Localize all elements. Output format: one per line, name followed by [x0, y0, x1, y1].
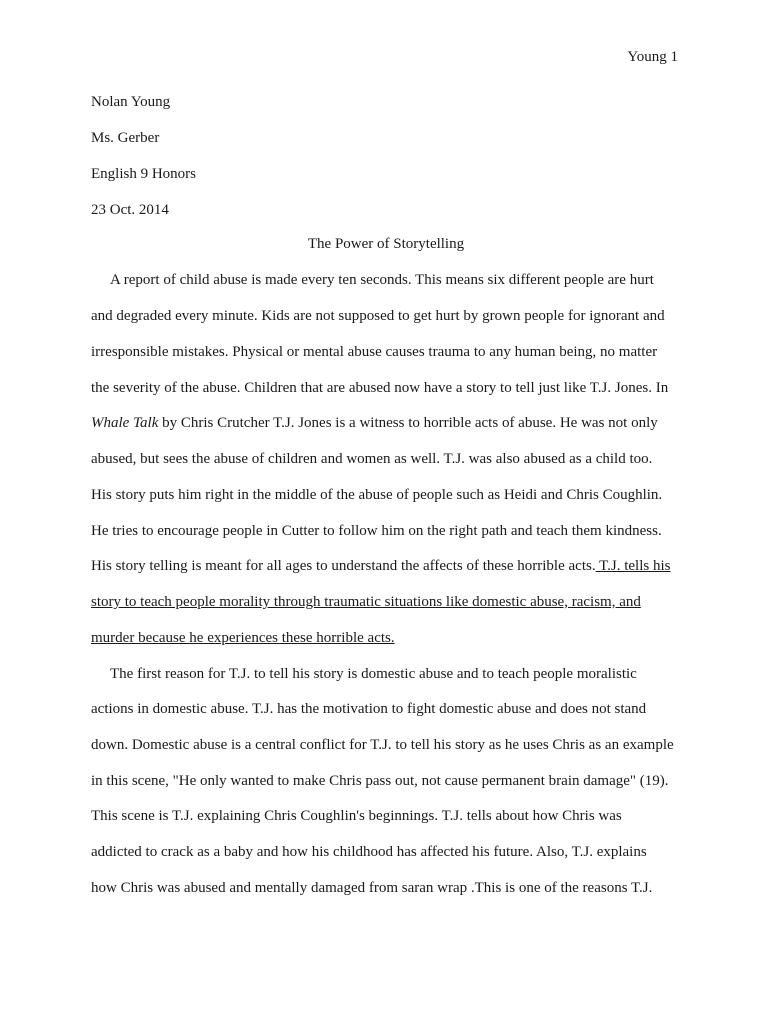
body-line: A report of child abuse is made every ten seconds. This means six different people are hurt	[110, 272, 654, 288]
body-line: The first reason for T.J. to tell his story is domestic abuse and to teach people moralistic	[110, 666, 637, 682]
running-head: Young 1	[627, 49, 678, 65]
body-line: This scene is T.J. explaining Chris Coughlin's beginnings. T.J. tells about how Chris was	[91, 808, 622, 824]
thesis-statement: story to teach people morality through traumatic situations like domestic abuse, racism, and	[91, 594, 641, 610]
body-line: He tries to encourage people in Cutter to follow him on the right path and teach them kindness.	[91, 523, 662, 539]
essay-title: The Power of Storytelling	[307, 236, 465, 252]
essay-date: 23 Oct. 2014	[91, 202, 169, 218]
course-name: English 9 Honors	[91, 166, 196, 182]
body-line: actions in domestic abuse. T.J. has the motivation to fight domestic abuse and does not stand	[91, 701, 647, 717]
body-line: the severity of the abuse. Children that are abused now have a story to tell just like T.J. Jones. In	[91, 380, 669, 396]
body-line	[91, 413, 658, 433]
body-line: irresponsible mistakes. Physical or mental abuse causes trauma to any human being, no matter	[91, 344, 658, 360]
body-line: and degraded every minute. Kids are not supposed to get hurt by grown people for ignorant and	[91, 308, 665, 324]
body-text: His story telling is meant for all ages to understand the affects of these horrible acts.	[91, 558, 596, 574]
thesis-statement: T.J. tells his	[595, 558, 671, 574]
body-line: down. Domestic abuse is a central conflict for T.J. to tell his story as he uses Chris as an example	[91, 737, 674, 753]
body-line: how Chris was abused and mentally damaged from saran wrap .This is one of the reasons T.J.	[91, 880, 653, 896]
book-title: Whale Talk	[91, 415, 159, 431]
mla-heading	[91, 92, 681, 236]
body-line: abused, but sees the abuse of children and women as well. T.J. was also abused as a child too.	[91, 451, 653, 467]
thesis-statement: murder because he experiences these horrible acts.	[91, 630, 395, 646]
body-line: His story puts him right in the middle of the abuse of people such as Heidi and Chris Coughlin.	[91, 487, 663, 503]
body-text: by Chris Crutcher T.J. Jones is a witness to horrible acts of abuse. He was not only	[158, 415, 658, 431]
teacher-name: Ms. Gerber	[91, 130, 160, 146]
body-line	[91, 556, 670, 576]
author-name: Nolan Young	[91, 94, 171, 110]
body-line: addicted to crack as a baby and how his childhood has affected his future. Also, T.J. explains	[91, 844, 647, 860]
body-line: in this scene, "He only wanted to make Chris pass out, not cause permanent brain damage" (19).	[91, 773, 669, 789]
